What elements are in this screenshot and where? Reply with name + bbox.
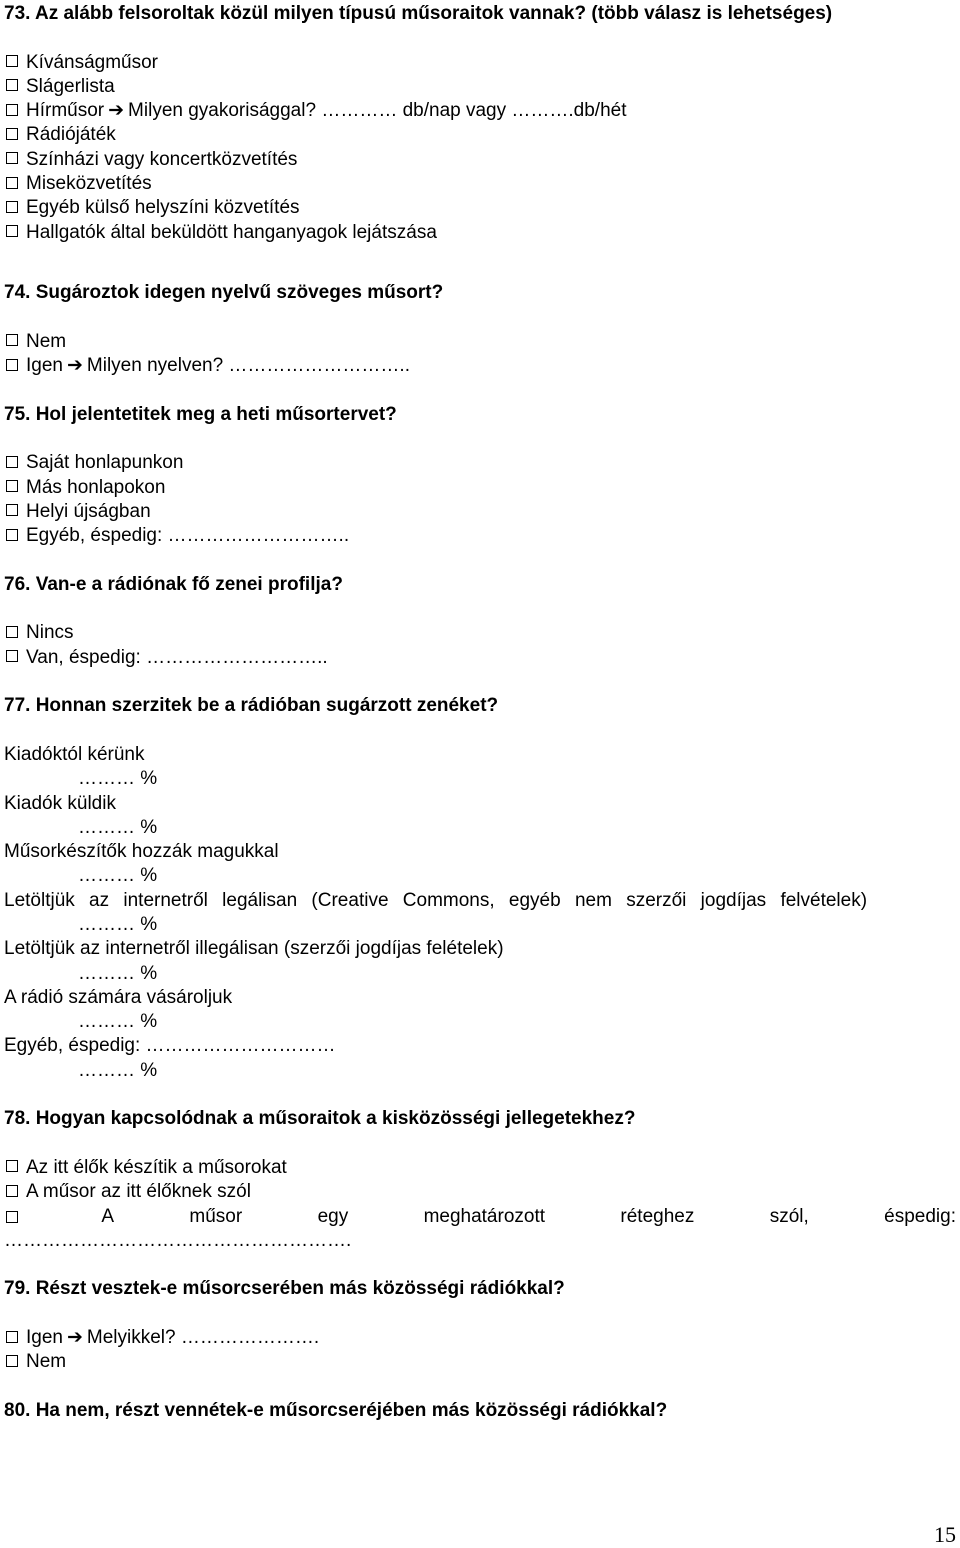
option-szinhazi[interactable]: Színházi vagy koncertközvetítés xyxy=(4,148,960,172)
source-label: A rádió számára vásároljuk xyxy=(4,986,233,1008)
checkbox[interactable] xyxy=(6,177,18,189)
checkbox[interactable] xyxy=(6,504,18,516)
option-itt-elok-keszitik[interactable]: Az itt élők készítik a műsorokat xyxy=(4,1156,960,1180)
checkbox[interactable] xyxy=(6,626,18,638)
question-77-title: 77. Honnan szerzitek be a rádióban sugárzott zenéket? xyxy=(4,695,499,717)
option-hirmusor[interactable]: Hírműsor ➔ Milyen gyakorisággal? ………… db/nap vagy ……….db/hét xyxy=(4,99,960,123)
checkbox[interactable] xyxy=(6,529,18,541)
source-label: Letöltjük az internetről illegálisan (szerzői jogdíjas felételek) xyxy=(4,938,504,960)
checkbox[interactable] xyxy=(6,359,18,371)
arrow-right-icon: ➔ xyxy=(66,1327,83,1349)
option-reteghez-continuation: ………………………………………………. xyxy=(4,1229,352,1251)
checkbox[interactable] xyxy=(6,1331,18,1343)
option-hallgatok[interactable]: Hallgatók által beküldött hanganyagok lejátszása xyxy=(4,221,960,245)
checkbox[interactable] xyxy=(6,334,18,346)
option-itt-eloknek-szol[interactable]: A műsor az itt élőknek szól xyxy=(4,1180,960,1204)
source-label: Egyéb, éspedig: ………………………… xyxy=(4,1035,336,1057)
percent-field[interactable]: ……… % xyxy=(78,816,158,838)
question-76-title: 76. Van-e a rádiónak fő zenei profilja? xyxy=(4,573,343,595)
percent-field[interactable]: ……… % xyxy=(78,1059,158,1081)
question-75-title: 75. Hol jelentetitek meg a heti műsortervet? xyxy=(4,403,397,425)
language-followup: Milyen nyelven? ……………………….. xyxy=(86,355,410,377)
option-reteghez-szol[interactable]: A műsor egy meghatározott réteghez szól, éspedig: xyxy=(4,1205,960,1229)
checkbox[interactable] xyxy=(6,128,18,140)
option-nem[interactable]: Nem xyxy=(4,1350,960,1374)
option-mas-honlap[interactable]: Más honlapokon xyxy=(4,476,960,500)
source-label: Kiadóktól kérünk xyxy=(4,743,145,765)
questionnaire-page xyxy=(4,2,960,1423)
checkbox[interactable] xyxy=(6,79,18,91)
percent-field[interactable]: ……… % xyxy=(78,913,158,935)
option-misekozvetites[interactable]: Miseközvetítés xyxy=(4,172,960,196)
percent-field[interactable]: ……… % xyxy=(78,865,158,887)
question-78-title: 78. Hogyan kapcsolódnak a műsoraitok a kisközösségi jellegetekhez? xyxy=(4,1108,636,1130)
option-slagerlista[interactable]: Slágerlista xyxy=(4,75,960,99)
checkbox[interactable] xyxy=(6,104,18,116)
source-label: Kiadók küldik xyxy=(4,792,116,814)
option-igen[interactable]: Igen ➔ Milyen nyelven? ……………………….. xyxy=(4,354,960,378)
source-label: Műsorkészítők hozzák magukkal xyxy=(4,841,279,863)
question-79-title: 79. Részt vesztek-e műsorcserében más közösségi rádiókkal? xyxy=(4,1278,565,1300)
checkbox[interactable] xyxy=(6,225,18,237)
checkbox[interactable] xyxy=(6,201,18,213)
source-label: Letöltjük az internetről legálisan (Creative Commons, egyéb nem szerzői jogdíjas felvételek) xyxy=(4,889,868,911)
option-nem[interactable]: Nem xyxy=(4,330,960,354)
checkbox[interactable] xyxy=(6,1355,18,1367)
option-nincs[interactable]: Nincs xyxy=(4,621,960,645)
page-number: 15 xyxy=(934,1522,956,1547)
percent-field[interactable]: ……… % xyxy=(78,1011,158,1033)
percent-field[interactable]: ……… % xyxy=(78,768,158,790)
arrow-right-icon: ➔ xyxy=(66,355,83,377)
checkbox[interactable] xyxy=(6,650,18,662)
percent-field[interactable]: ……… % xyxy=(78,962,158,984)
checkbox[interactable] xyxy=(6,152,18,164)
checkbox[interactable] xyxy=(6,480,18,492)
arrow-right-icon: ➔ xyxy=(108,100,125,122)
option-igen[interactable]: Igen ➔ Melyikkel? …………………. xyxy=(4,1326,960,1350)
option-van[interactable]: Van, éspedig: ……………………….. xyxy=(4,646,960,670)
checkbox[interactable] xyxy=(6,55,18,67)
checkbox[interactable] xyxy=(6,1185,18,1197)
option-kivansagmusor[interactable]: Kívánságműsor xyxy=(4,51,960,75)
option-sajat-honlap[interactable]: Saját honlapunkon xyxy=(4,451,960,475)
option-radiojatek[interactable]: Rádiójáték xyxy=(4,123,960,147)
which-radio-followup: Melyikkel? …………………. xyxy=(86,1327,320,1349)
option-egyeb-kulso[interactable]: Egyéb külső helyszíni közvetítés xyxy=(4,196,960,220)
question-74-title: 74. Sugároztok idegen nyelvű szöveges műsort? xyxy=(4,282,444,304)
question-73-title: 73. Az alább felsoroltak közül milyen típusú műsoraitok vannak? (több válasz is lehetséges) xyxy=(4,3,833,24)
option-helyi-ujsag[interactable]: Helyi újságban xyxy=(4,500,960,524)
question-80-title: 80. Ha nem, részt vennétek-e műsorcseréjében más közösségi rádiókkal? xyxy=(4,1399,668,1421)
checkbox[interactable] xyxy=(6,456,18,468)
option-egyeb[interactable]: Egyéb, éspedig: ……………………….. xyxy=(4,524,960,548)
news-frequency-followup: Milyen gyakorisággal? ………… db/nap vagy ……….db/hét xyxy=(128,100,627,122)
checkbox[interactable] xyxy=(6,1160,18,1172)
checkbox[interactable] xyxy=(6,1211,18,1223)
